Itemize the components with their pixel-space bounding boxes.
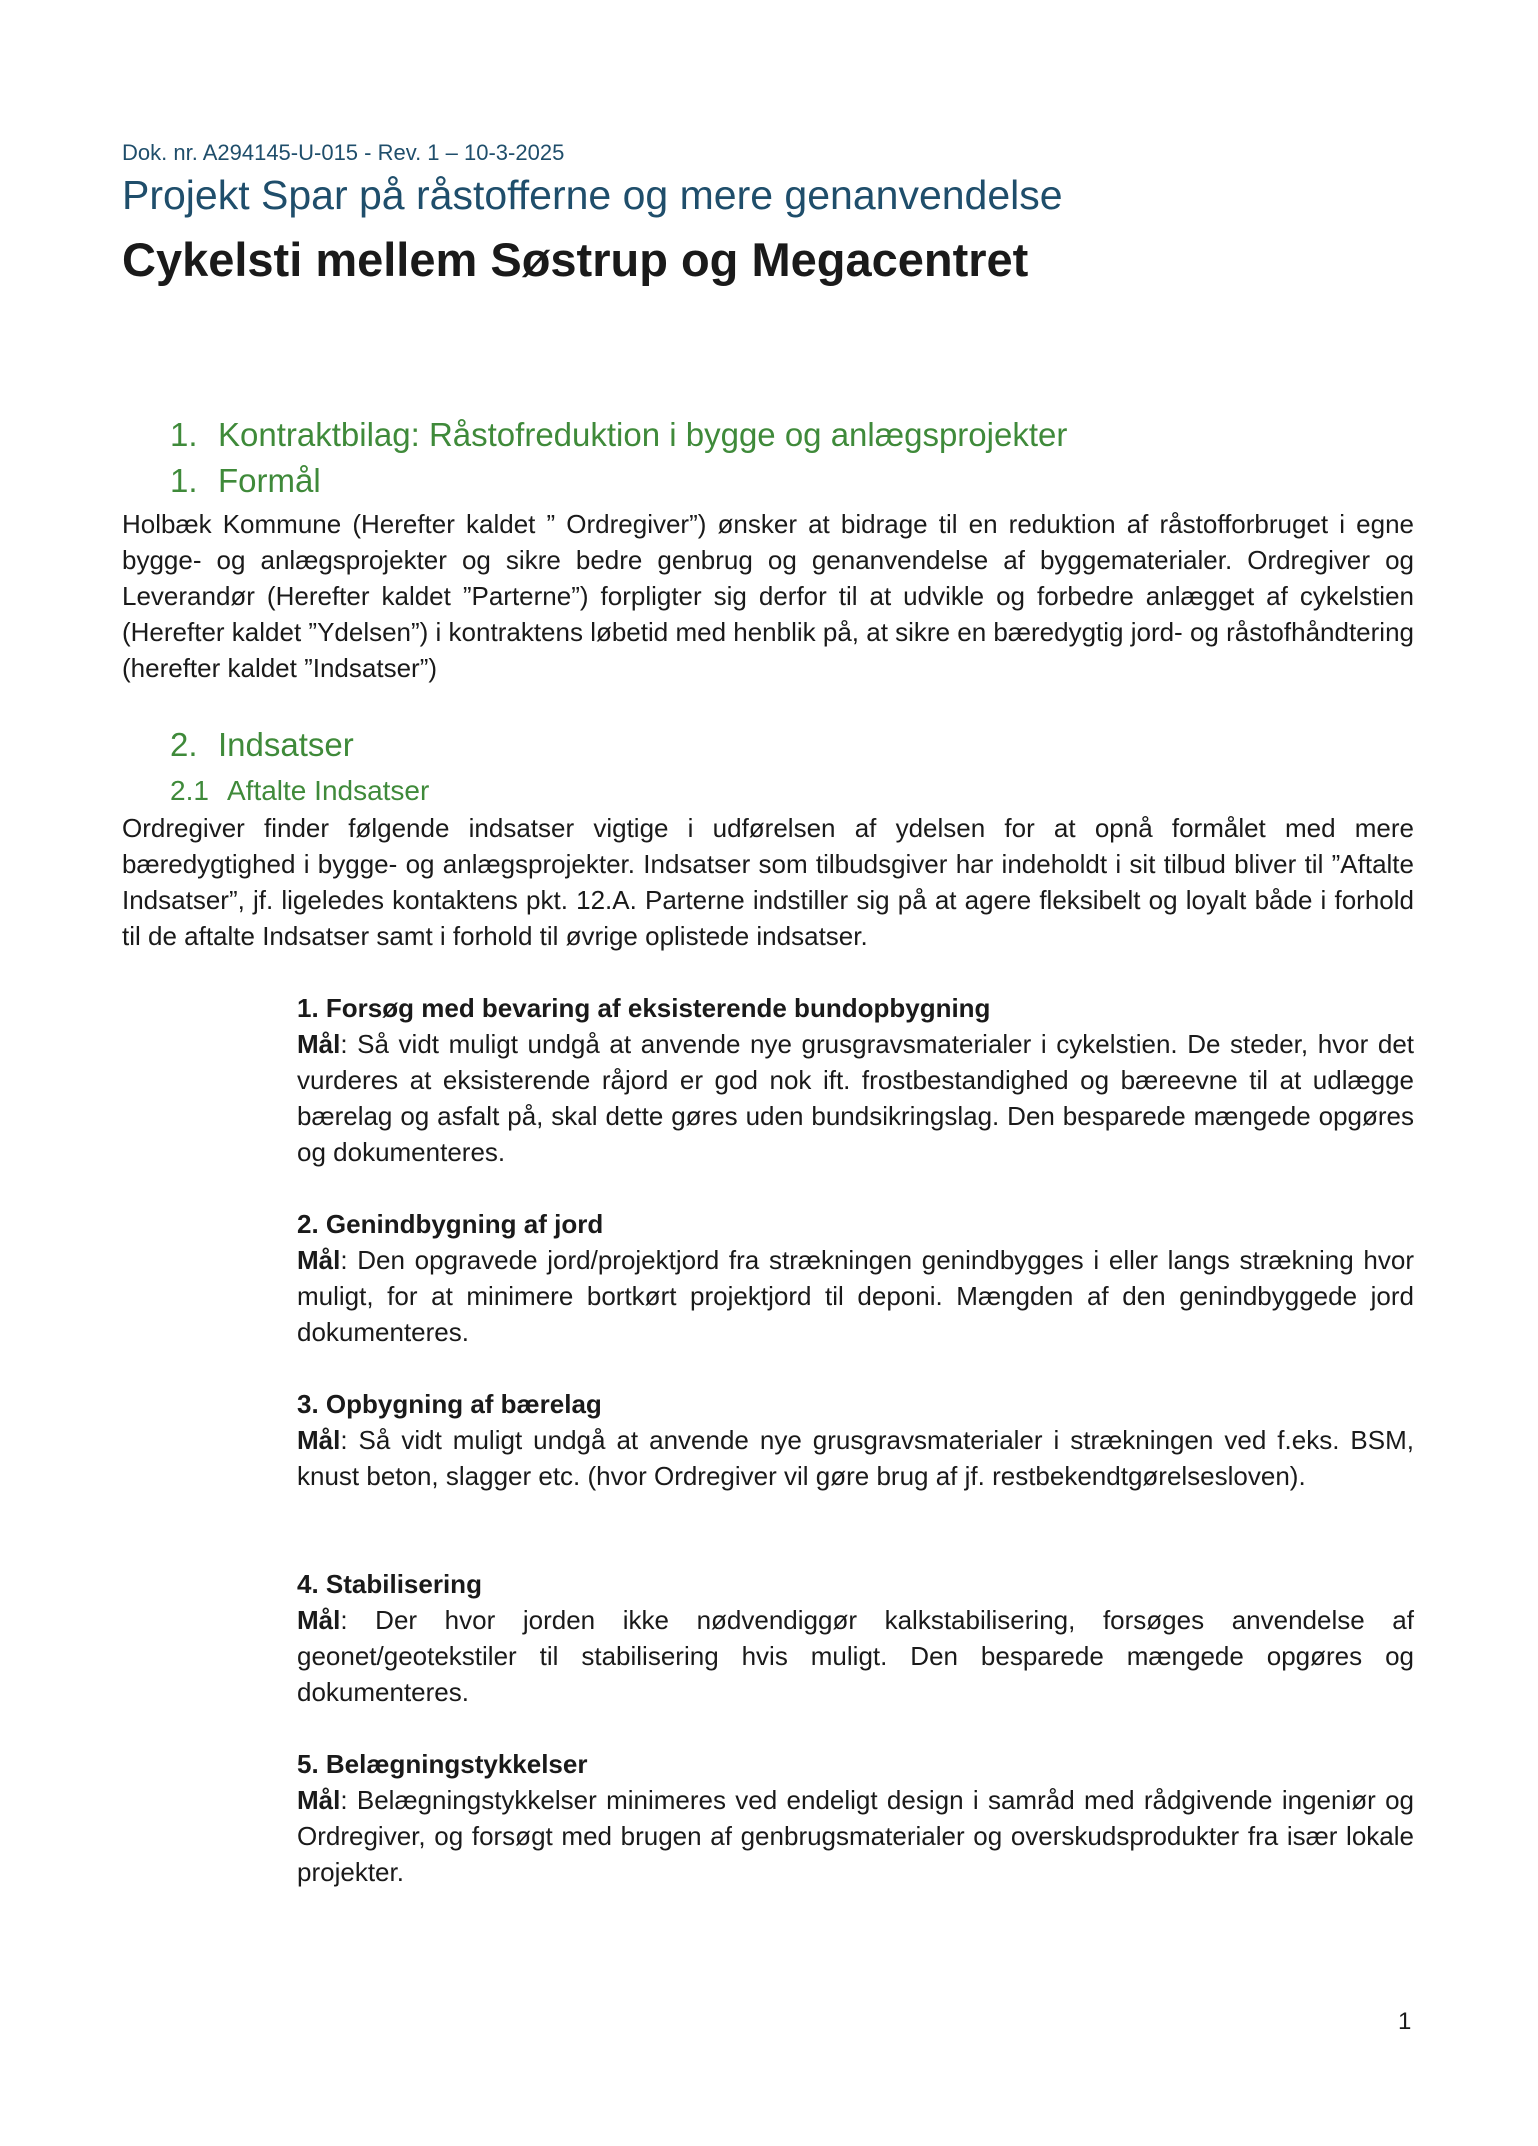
heading-text: Kontraktbilag: Råstofreduktion i bygge og anlægsprojekter — [218, 416, 1068, 453]
heading-indsatser — [170, 726, 354, 764]
indsats-item-1 — [297, 990, 1414, 1170]
purpose-paragraph: Holbæk Kommune (Herefter kaldet ” Ordregiver”) ønsker at bidrage til en reduktion af råstofforbruget i egne bygge- og anlægsprojekter og sikre bedre genbrug og genanvendelse af byggematerialer. Ordregiver og Leverandør (Herefter kaldet ”Parterne”) forpligter sig derfor til at udvikle og forbedre anlægget af cykelstien (Herefter kaldet ”Ydelsen”) i kontraktens løbetid med henblik på, at sikre en bæredygtig jord- og råstofhåndtering (herefter kaldet ”Indsatser”) — [122, 509, 1414, 683]
item-body — [297, 1782, 1414, 1890]
item-body — [297, 1026, 1414, 1170]
item-title: 1. Forsøg med bevaring af eksisterende bundopbygning — [297, 993, 991, 1023]
item-label: Mål — [297, 1425, 341, 1455]
page-number: 1 — [1398, 2008, 1412, 2035]
subheading-number: 2.1 — [170, 775, 209, 806]
item-title: 5. Belægningstykkelser — [297, 1749, 588, 1779]
heading-number: 1. — [170, 462, 198, 499]
heading-contract-appendix — [170, 416, 1067, 454]
item-text: : Så vidt muligt undgå at anvende nye grusgravsmaterialer i cykelstien. De steder, hvor det vurderes at eksisterende råjord er god nok ift. frostbestandighed og bæreevne til at udlægge bærelag og asfalt på, skal dette gøres uden bundsikringslag. Den besparede mængede opgøres og dokumenteres. — [297, 1029, 1414, 1167]
project-title: Projekt Spar på råstofferne og mere genanvendelse — [122, 172, 1063, 218]
indsats-item-3 — [297, 1386, 1414, 1494]
item-title: 4. Stabilisering — [297, 1569, 482, 1599]
item-body — [297, 1602, 1414, 1710]
main-title: Cykelsti mellem Søstrup og Megacentret — [122, 233, 1029, 286]
heading-text: Indsatser — [218, 726, 354, 763]
item-body — [297, 1422, 1414, 1494]
item-body — [297, 1242, 1414, 1350]
heading-number: 2. — [170, 726, 198, 763]
item-label: Mål — [297, 1605, 341, 1635]
item-label: Mål — [297, 1245, 341, 1275]
item-title: 2. Genindbygning af jord — [297, 1209, 604, 1239]
indsats-item-4 — [297, 1566, 1414, 1710]
indsats-item-2 — [297, 1206, 1414, 1350]
item-label: Mål — [297, 1029, 341, 1059]
indsats-item-5 — [297, 1746, 1414, 1890]
subheading-text: Aftalte Indsatser — [227, 775, 430, 806]
item-text: : Belægningstykkelser minimeres ved endeligt design i samråd med rådgivende ingeniør og Ordregiver, og forsøgt med brugen af genbrugsmaterialer og overskudsprodukter fra især lokale projekter. — [297, 1785, 1414, 1887]
indsatser-paragraph: Ordregiver finder følgende indsatser vigtige i udførelsen af ydelsen for at opnå formålet med mere bæredygtighed i bygge- og anlægsprojekter. Indsatser som tilbudsgiver har indeholdt i sit tilbud bliver til ”Aftalte Indsatser”, jf. ligeledes kontaktens pkt. 12.A. Parterne indstiller sig på at agere fleksibelt og loyalt både i forhold til de aftalte Indsatser samt i forhold til øvrige oplistede indsatser. — [122, 813, 1414, 951]
document-reference: Dok. nr. A294145-U-015 - Rev. 1 – 10-3-2025 — [122, 140, 565, 165]
heading-purpose — [170, 462, 321, 500]
item-text: : Der hvor jorden ikke nødvendiggør kalkstabilisering, forsøges anvendelse af geonet/geotekstiler til stabilisering hvis muligt. Den besparede mængede opgøres og dokumenteres. — [297, 1605, 1414, 1707]
heading-text: Formål — [218, 462, 321, 499]
item-title: 3. Opbygning af bærelag — [297, 1389, 602, 1419]
item-label: Mål — [297, 1785, 341, 1815]
item-text: : Så vidt muligt undgå at anvende nye grusgravsmaterialer i strækningen ved f.eks. BSM, knust beton, slagger etc. (hvor Ordregiver vil gøre brug af jf. restbekendtgørelsesloven). — [297, 1425, 1414, 1491]
heading-number: 1. — [170, 416, 198, 453]
item-text: : Den opgravede jord/projektjord fra strækningen genindbygges i eller langs strækning hvor muligt, for at minimere bortkørt projektjord til deponi. Mængden af den genindbyggede jord dokumenteres. — [297, 1245, 1414, 1347]
subheading-agreed-indsatser — [170, 775, 429, 807]
